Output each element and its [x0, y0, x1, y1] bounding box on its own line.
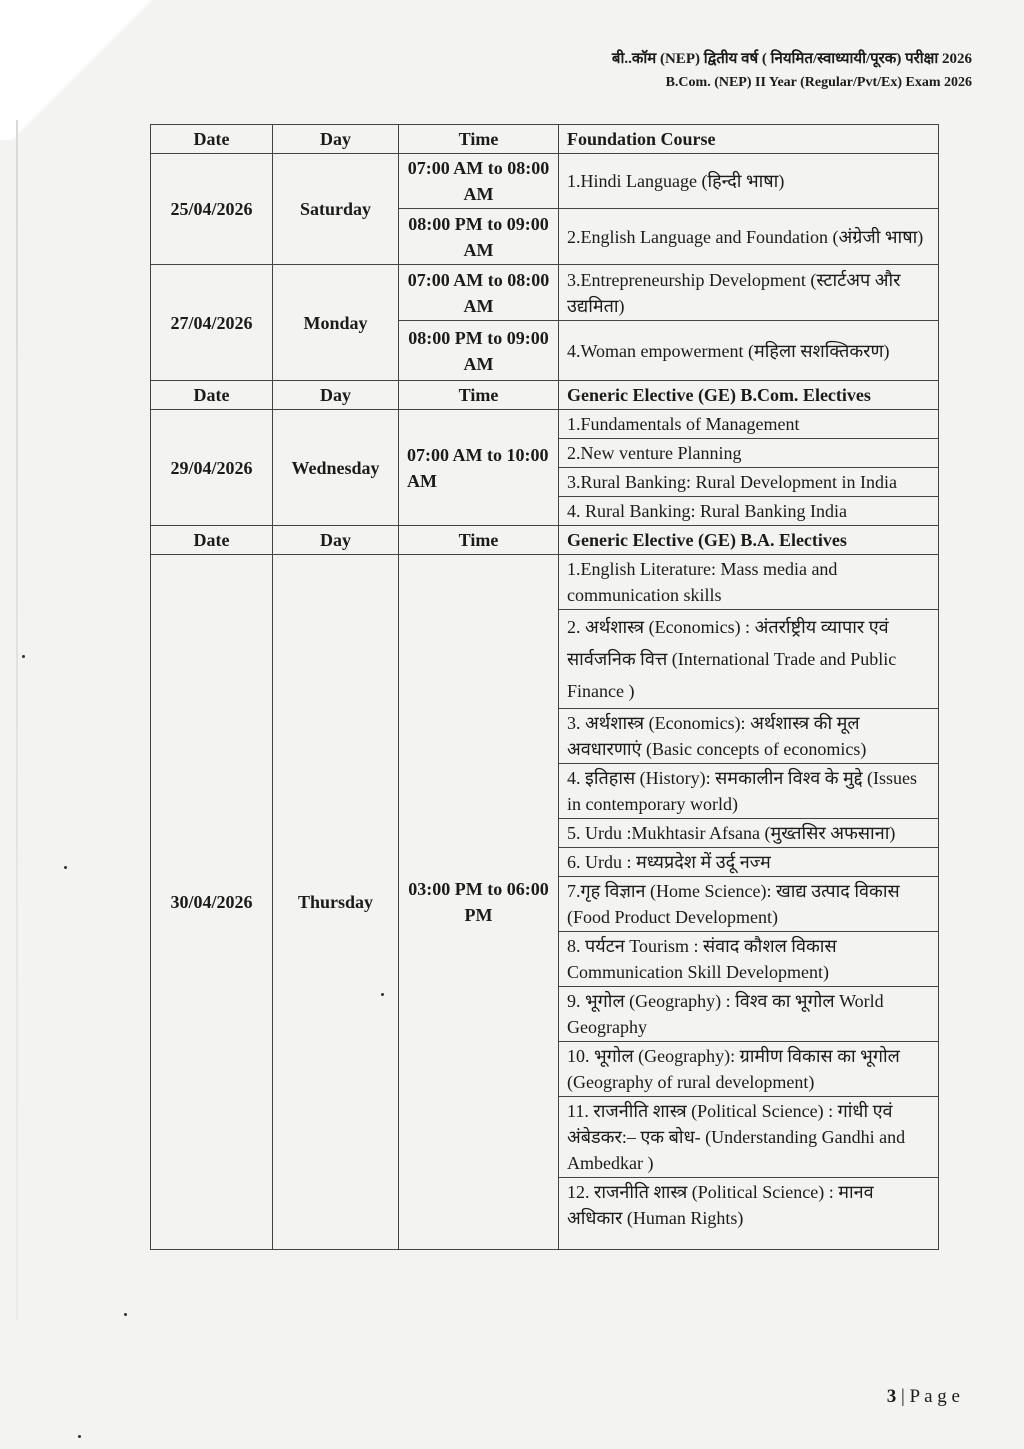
subject-cell: 3. अर्थशास्त्र (Economics): अर्थशास्त्र की मूल अवधारणाएं (Basic concepts of economics)	[559, 709, 939, 764]
subject-cell: 11. राजनीति शास्त्र (Political Science) : गांधी एवं अंबेडकर:– एक बोध- (Understanding Gandhi and Ambedkar )	[559, 1097, 939, 1178]
hindi-title: बी..कॉम (NEP) द्वितीय वर्ष ( नियमित/स्वाध्यायी/पूरक) परीक्षा 2026	[611, 51, 972, 67]
day-cell: Wednesday	[273, 410, 399, 526]
time-cell: 07:00 AM to 08:00 AM	[399, 154, 559, 209]
subject-cell: 4.Woman empowerment (महिला सशक्तिकरण)	[559, 321, 939, 381]
english-title: B.Com. (NEP) II Year (Regular/Pvt/Ex) Exam 2026	[665, 75, 972, 90]
table-row	[151, 555, 939, 610]
time-cell: 07:00 AM to 08:00 AM	[399, 265, 559, 321]
table-row	[151, 265, 939, 321]
col-foundation-header: Foundation Course	[559, 125, 939, 154]
table-row	[151, 154, 939, 209]
subject-cell: 3.Entrepreneurship Development (स्टार्टअप और उद्यमिता)	[559, 265, 939, 321]
date-cell: 30/04/2026	[151, 555, 273, 1250]
header-row-ge-bcom	[151, 381, 939, 410]
date-cell: 25/04/2026	[151, 154, 273, 265]
time-cell: 08:00 PM to 09:00 AM	[399, 321, 559, 381]
col-ge-ba-header: Generic Elective (GE) B.A. Electives	[559, 526, 939, 555]
col-day-header: Day	[273, 526, 399, 555]
page-number-value: 3	[886, 1386, 897, 1407]
day-cell: Thursday	[273, 555, 399, 1250]
col-date-header: Date	[151, 125, 273, 154]
col-day-header: Day	[273, 125, 399, 154]
document-header	[612, 48, 972, 94]
subject-cell: 2.New venture Planning	[559, 439, 939, 468]
time-cell: 03:00 PM to 06:00 PM	[399, 555, 559, 1250]
subject-cell: 3.Rural Banking: Rural Development in India	[559, 468, 939, 497]
subject-cell: 1.Fundamentals of Management	[559, 410, 939, 439]
subject-cell: 1.English Literature: Mass media and communication skills	[559, 555, 939, 610]
subject-cell: 5. Urdu :Mukhtasir Afsana (मुख्तसिर अफसाना)	[559, 819, 939, 848]
scan-speck	[64, 866, 67, 869]
subject-cell: 2.English Language and Foundation (अंग्रेजी भाषा)	[559, 209, 939, 265]
scan-speck	[381, 993, 384, 996]
page-label: | P a g e	[900, 1386, 960, 1407]
day-cell: Monday	[273, 265, 399, 381]
col-date-header: Date	[151, 526, 273, 555]
subject-cell: 7.गृह विज्ञान (Home Science): खाद्य उत्पाद विकास (Food Product Development)	[559, 877, 939, 932]
col-day-header: Day	[273, 381, 399, 410]
subject-cell: 8. पर्यटन Tourism : संवाद कौशल विकास Communication Skill Development)	[559, 932, 939, 987]
header-row-foundation	[151, 125, 939, 154]
exam-schedule-table	[150, 124, 939, 1250]
day-cell: Saturday	[273, 154, 399, 265]
page-number	[887, 1386, 960, 1408]
col-time-header: Time	[399, 526, 559, 555]
scan-left-edge	[16, 120, 18, 1320]
col-time-header: Time	[399, 381, 559, 410]
subject-cell: 12. राजनीति शास्त्र (Political Science) : मानव अधिकार (Human Rights)	[559, 1178, 939, 1250]
subject-cell: 4. Rural Banking: Rural Banking India	[559, 497, 939, 526]
col-time-header: Time	[399, 125, 559, 154]
subject-cell: 2. अर्थशास्त्र (Economics) : अंतर्राष्ट्रीय व्यापार एवं सार्वजनिक वित्त (International Trade and Public Finance )	[559, 610, 939, 709]
time-cell: 08:00 PM to 09:00 AM	[399, 209, 559, 265]
scan-fold-corner	[0, 0, 170, 140]
subject-cell: 6. Urdu : मध्यप्रदेश में उर्दू नज्म	[559, 848, 939, 877]
table-row	[151, 410, 939, 439]
subject-cell: 4. इतिहास (History): समकालीन विश्व के मुद्दे (Issues in contemporary world)	[559, 764, 939, 819]
date-cell: 29/04/2026	[151, 410, 273, 526]
subject-cell: 1.Hindi Language (हिन्दी भाषा)	[559, 154, 939, 209]
time-cell: 07:00 AM to 10:00 AM	[399, 410, 559, 526]
scan-speck	[78, 1435, 81, 1438]
col-ge-bcom-header: Generic Elective (GE) B.Com. Electives	[559, 381, 939, 410]
header-row-ge-ba	[151, 526, 939, 555]
col-date-header: Date	[151, 381, 273, 410]
subject-cell: 9. भूगोल (Geography) : विश्व का भूगोल World Geography	[559, 987, 939, 1042]
subject-cell: 10. भूगोल (Geography): ग्रामीण विकास का भूगोल (Geography of rural development)	[559, 1042, 939, 1097]
scan-speck	[22, 655, 25, 658]
scan-speck	[124, 1313, 127, 1316]
date-cell: 27/04/2026	[151, 265, 273, 381]
